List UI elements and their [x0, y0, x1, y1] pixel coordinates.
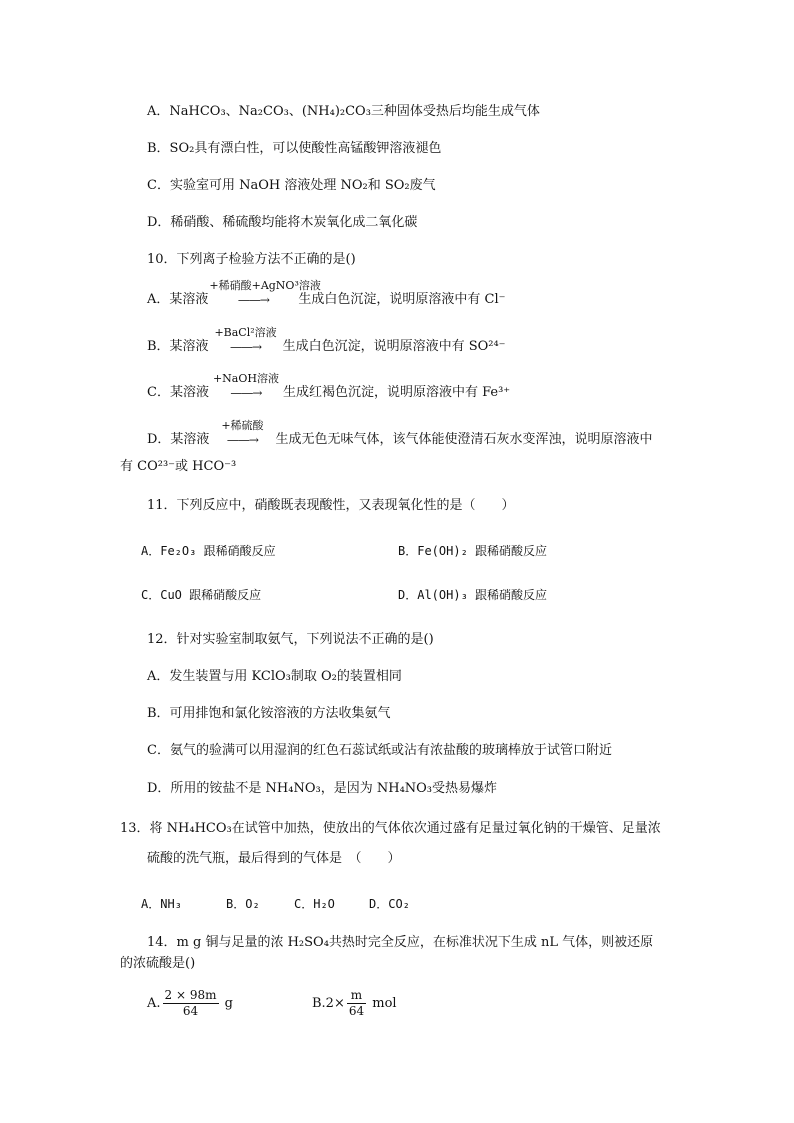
- q14-option-a: [147, 988, 233, 1024]
- q10-d-prefix: D．某溶液: [147, 432, 210, 447]
- q13-option-c: C．H₂O: [294, 897, 335, 911]
- q10-d-result: 生成无色无味气体，该气体能使澄清石灰水变浑浊，说明原溶液中: [275, 432, 653, 447]
- q14-b-unit: mol: [372, 996, 397, 1011]
- q13-option-b: B．O₂: [226, 897, 260, 911]
- fraction-denominator: 64: [182, 1004, 199, 1018]
- q12-stem: 12．针对实验室制取氨气，下列说法不正确的是(): [147, 632, 434, 647]
- q14-option-b: [312, 988, 397, 1024]
- fraction: [347, 988, 366, 1019]
- reagent-label: +稀硝酸+AgNO³溶液: [209, 279, 321, 292]
- reaction-arrow: [210, 419, 274, 449]
- q10-option-d: [147, 419, 653, 449]
- arrow-icon: ——→: [230, 386, 262, 400]
- q11-option-c: C．CuO 跟稀硝酸反应: [141, 588, 262, 602]
- q14-a-label: A.: [147, 996, 161, 1011]
- q9-option-c: C．实验室可用 NaOH 溶液处理 NO₂和 SO₂废气: [147, 178, 436, 193]
- fraction: [163, 988, 219, 1019]
- q12-option-c: C．氨气的验满可以用湿润的红色石蕊试纸或沾有浓盐酸的玻璃棒放于试管口附近: [147, 743, 612, 758]
- q12-option-d: D．所用的铵盐不是 NH₄NO₃，是因为 NH₄NO₃受热易爆炸: [147, 781, 498, 796]
- arrow-icon: ——→: [237, 293, 269, 307]
- fraction-numerator: m: [347, 988, 366, 1004]
- reaction-arrow: [209, 279, 321, 309]
- q14-b-label: B.2×: [312, 996, 345, 1011]
- q14-stem-line1: 14．m g 铜与足量的浓 H₂SO₄共热时完全反应，在标准状况下生成 nL 气体，则被还原: [147, 935, 654, 950]
- q10-b-result: 生成白色沉淀，说明原溶液中有 SO²⁴⁻: [282, 339, 506, 354]
- q14-stem-line2: 的浓硫酸是(): [120, 956, 196, 971]
- q14-a-unit: g: [224, 996, 233, 1011]
- q10-option-a: [147, 279, 506, 309]
- q10-stem: 10．下列离子检验方法不正确的是(): [147, 252, 356, 267]
- q13-option-a: A．NH₃: [141, 897, 182, 911]
- q9-option-a: A．NaHCO₃、Na₂CO₃、(NH₄)₂CO₃三种固体受热后均能生成气体: [147, 104, 540, 119]
- reagent-label: +BaCl²溶液: [214, 326, 277, 339]
- q12-option-b: B．可用排饱和氯化铵溶液的方法收集氨气: [147, 706, 391, 721]
- q11-option-b: B．Fe(OH)₂ 跟稀硝酸反应: [398, 544, 548, 558]
- reaction-arrow: [210, 326, 282, 356]
- q13-option-d: D．CO₂: [369, 897, 410, 911]
- fraction-numerator: 2 × 98m: [164, 988, 217, 1002]
- q10-option-c: [147, 372, 511, 402]
- q11-stem: 11．下列反应中，硝酸既表现酸性，又表现氧化性的是（ ）: [147, 498, 515, 513]
- q11-option-a: A．Fe₂O₃ 跟稀硝酸反应: [141, 544, 276, 558]
- q10-option-b: [147, 326, 506, 356]
- reagent-label: +稀硫酸: [221, 419, 264, 432]
- q11-option-d: D．Al(OH)₃ 跟稀硝酸反应: [398, 588, 548, 602]
- arrow-icon: ——→: [230, 340, 262, 354]
- q13-stem-line1: 13．将 NH₄HCO₃在试管中加热，使放出的气体依次通过盛有足量过氧化钠的干燥管、足量浓: [120, 821, 661, 836]
- q10-c-prefix: C．某溶液: [147, 385, 209, 400]
- q10-a-prefix: A．某溶液: [147, 292, 209, 307]
- fraction-denominator: 64: [348, 1004, 365, 1018]
- q10-c-result: 生成红褐色沉淀，说明原溶液中有 Fe³⁺: [282, 385, 511, 400]
- q12-option-a: A．发生装置与用 KClO₃制取 O₂的装置相同: [147, 669, 402, 684]
- reaction-arrow: [210, 372, 282, 402]
- q9-option-b: B．SO₂具有漂白性，可以使酸性高锰酸钾溶液褪色: [147, 141, 442, 156]
- q10-option-d-continuation: 有 CO²³⁻或 HCO⁻³: [120, 459, 237, 474]
- reagent-label: +NaOH溶液: [212, 372, 279, 385]
- arrow-icon: ——→: [226, 433, 258, 447]
- q10-b-prefix: B．某溶液: [147, 339, 209, 354]
- q9-option-d: D．稀硝酸、稀硫酸均能将木炭氧化成二氧化碳: [147, 215, 418, 230]
- q13-stem-line2: 硫酸的洗气瓶，最后得到的气体是 （ ）: [147, 851, 401, 866]
- q10-a-result: 生成白色沉淀，说明原溶液中有 Cl⁻: [298, 292, 506, 307]
